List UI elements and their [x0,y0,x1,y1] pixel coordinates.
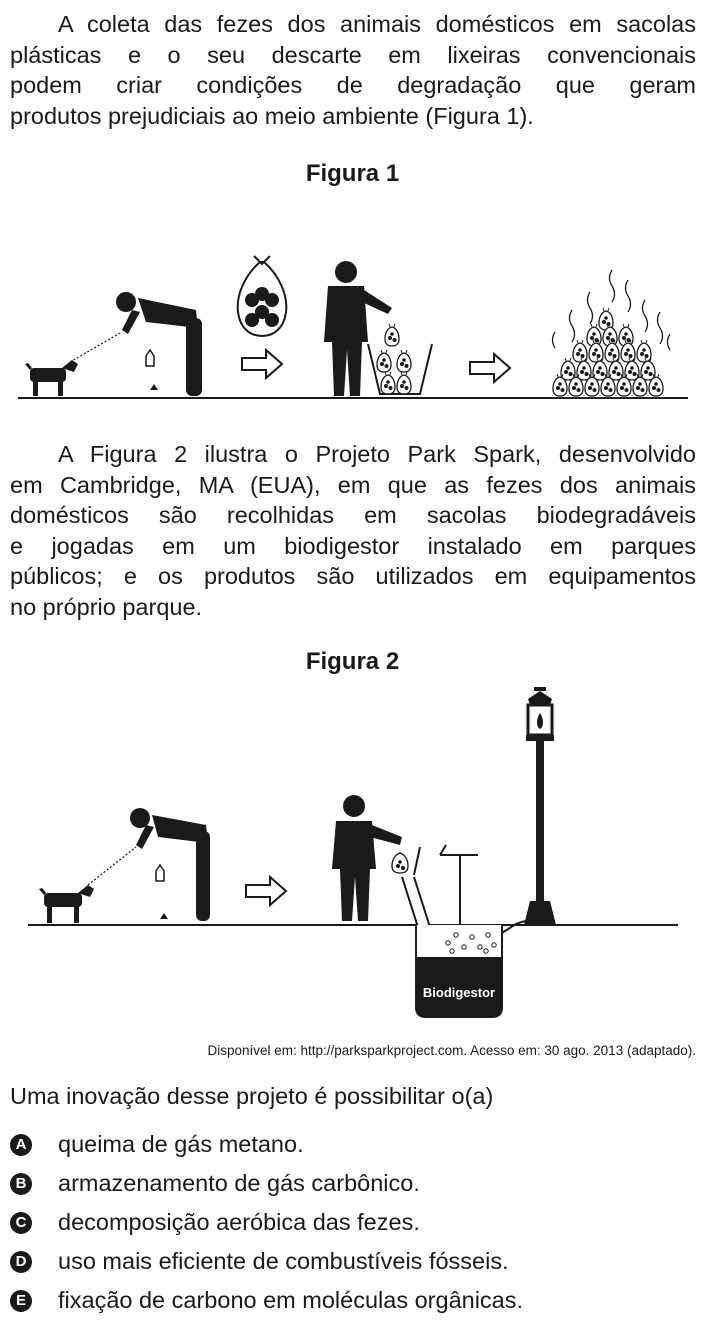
biodigester-tank [416,925,502,1017]
option-b-text: armazenamento de gás carbônico. [58,1170,420,1196]
standing-person-icon [332,795,402,921]
option-a-text: queima de gás metano. [58,1131,304,1157]
plastic-bag-icon [156,865,164,881]
source-citation: Disponível em: http://parksparkproject.com. Acesso em: 30 ago. 2013 (adaptado). [207,1043,696,1058]
option-d-text: uso mais eficiente de combustíveis fósseis. [58,1248,509,1274]
option-c-badge: C [10,1212,32,1234]
paragraph-line: públicos; e os produtos são utilizados em equipamentos [10,563,696,589]
figure1-title: Figura 1 [305,160,400,187]
option-b[interactable] [10,1164,523,1203]
paragraph-line: podem criar condições de degradação que geram [10,72,696,98]
option-d[interactable] [10,1242,523,1281]
figure2-illustration [0,685,705,1025]
figure1-illustration [0,250,705,410]
project-paragraph [10,439,696,622]
question-stem: Uma inovação desse projeto é possibilitar o(a) [10,1083,494,1109]
bending-person-icon [116,292,202,396]
option-e[interactable] [10,1281,523,1320]
dog-icon [39,885,94,923]
feces-icon [160,913,168,919]
arrow-right-icon [246,877,286,905]
paragraph-line: no próprio parque. [10,593,203,620]
option-e-text: fixação de carbono em moléculas orgânicas. [58,1287,524,1313]
waste-bag-icon [238,256,287,336]
paragraph-line: plásticas e o seu descarte em lixeiras convencionais [10,41,696,68]
feces-icon [150,384,158,390]
paragraph-line: e jogadas em um biodigestor instalado em parques [10,532,696,559]
option-c-text: decomposição aeróbica das fezes. [58,1209,420,1235]
paragraph-line: A coleta das fezes dos animais domésticos em sacolas [58,11,696,37]
option-a-badge: A [10,1134,32,1156]
option-e-badge: E [10,1290,32,1312]
paragraph-line: produtos prejudiciais ao meio ambiente (Figura 1). [10,102,534,129]
plastic-bag-icon [146,350,154,366]
bending-person-icon [130,808,210,921]
biodigester-label: Biodigestor [422,985,496,1000]
paragraph-line: A Figura 2 ilustra o Projeto Park Spark, desenvolvido [58,441,696,467]
leash-line [70,332,122,362]
street-lamp-icon [524,687,556,925]
arrow-right-icon [242,350,282,378]
option-a[interactable] [10,1125,523,1164]
leash-line [88,847,136,885]
option-d-badge: D [10,1251,32,1273]
biodegradable-bag-icon [392,853,408,873]
answer-options [10,1125,523,1320]
paragraph-line: em Cambridge, MA (EUA), em que as fezes dos animais [10,471,696,498]
standing-person-icon [324,261,392,396]
paragraph-line: domésticos são recolhidas em sacolas biodegradáveis [10,502,696,528]
dog-icon [25,360,78,396]
intro-paragraph [10,9,696,131]
option-b-badge: B [10,1173,32,1195]
arrow-right-icon-2 [470,354,510,382]
option-c[interactable] [10,1203,523,1242]
figure2-title: Figura 2 [305,648,400,675]
